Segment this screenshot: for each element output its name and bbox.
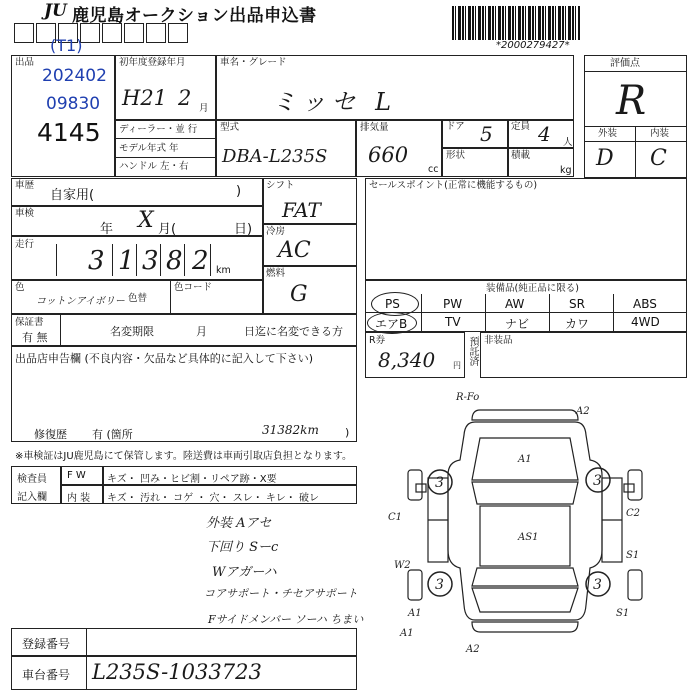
inspector-row2-head: 内 装	[67, 493, 91, 504]
inspection-box	[11, 206, 263, 236]
history-close: )	[236, 184, 242, 199]
note-1: 外装 Aアセ	[206, 516, 272, 531]
warranty-options: 有 無	[22, 331, 48, 344]
doors-label: ドア	[446, 121, 465, 132]
equip-airbag-circle	[367, 312, 417, 334]
mark-bottom-left: A1	[408, 608, 422, 619]
car-name-value: ミッセ L	[272, 88, 398, 116]
inspector-row1-body: キズ・ 凹み・ヒビ割・リペア跡・X要	[107, 474, 277, 485]
displacement-label: 排気量	[360, 122, 389, 133]
lot-label: 出品	[15, 57, 35, 68]
lot-code-1: (T1)	[50, 36, 83, 55]
mileage-unit: km	[216, 265, 231, 276]
first-reg-label: 初年度登録年月	[119, 57, 186, 68]
header-logo: JU	[44, 1, 67, 21]
warranty-month: 月	[196, 325, 207, 338]
inspector-label-1: 検査員	[17, 474, 47, 485]
lot-code-2: 202402	[42, 66, 107, 86]
mark-inner-front: A1	[518, 454, 532, 465]
interior-grade: C	[650, 146, 667, 171]
lot-number: 4145	[37, 118, 101, 147]
note-2: 下回り Sーc	[206, 540, 279, 555]
inspector-row1-head: F W	[67, 470, 86, 481]
exterior-grade: D	[596, 146, 614, 171]
car-diagram	[380, 380, 680, 660]
equip-sr: SR	[569, 297, 585, 311]
history-box	[11, 178, 263, 206]
warranty-label: 保証書	[15, 317, 44, 328]
mileage-label: 走行	[15, 239, 35, 250]
tube-label: 非装品	[484, 335, 513, 346]
wheel-mark-rr: 3	[593, 577, 602, 593]
history-label: 車歴	[15, 180, 35, 191]
mileage-digit-5: 2	[192, 246, 209, 276]
shift-value: FAT	[282, 198, 321, 222]
r-ken-value: 8,340	[378, 348, 436, 372]
equip-navi: ナビ	[505, 317, 530, 331]
report-label: 出品店申告欄 (不良内容・欠品など具体的に記入して下さい)	[15, 352, 314, 365]
mileage-digit-3: 3	[142, 246, 159, 276]
color-code-label: 色コード	[174, 282, 213, 293]
equip-leather: カワ	[565, 317, 590, 331]
mark-mid-right: S1	[626, 550, 640, 561]
warranty-renewal-label: 名変期限	[110, 325, 154, 338]
barcode	[452, 6, 580, 40]
history-value: 自家用(	[50, 188, 95, 203]
wheel-mark-fl: 3	[435, 475, 444, 491]
first-reg-year: H21	[122, 86, 168, 110]
interior-label: 内装	[650, 128, 670, 139]
shift-label: シフト	[266, 180, 295, 191]
equip-tv: TV	[445, 315, 461, 329]
repair-options: 有 (箇所	[92, 428, 133, 441]
equipment-label: 装備品(純正品に限る)	[486, 283, 579, 294]
color-suffix: 色替	[128, 293, 148, 304]
inspection-month-mark: X	[138, 208, 154, 233]
first-reg-month: 2	[178, 86, 192, 110]
evaluation-score: R	[616, 78, 647, 124]
registration-label: 登録番号	[22, 637, 71, 651]
disclaimer: ※車検証はJU鹿児島にて保管します。陸送費は車両引取店負担となります。	[15, 451, 353, 462]
equip-aw: AW	[505, 297, 525, 311]
capacity-unit: 人	[563, 137, 573, 148]
repair-label: 修復歴	[34, 428, 67, 441]
mark-top-left: R-Fo	[456, 392, 480, 403]
warranty-renewal-note: 日迄に名変できる方	[244, 325, 343, 338]
barcode-number: *2000279427*	[496, 40, 570, 51]
color-label: 色	[15, 282, 25, 293]
evaluation-label: 評価点	[610, 58, 640, 69]
mark-center: AS1	[518, 532, 539, 543]
top-box-row	[14, 23, 184, 43]
aircon-value: AC	[278, 238, 311, 263]
lot-code-3: 09830	[46, 94, 101, 114]
equip-airbag: エアB	[375, 317, 408, 331]
form-title: 鹿児島オークション出品申込書	[72, 6, 317, 26]
inspection-label: 車検	[15, 208, 35, 219]
mark-side-right: C2	[626, 508, 641, 519]
load-label: 積載	[511, 150, 531, 161]
model-type-value: DBA-L235S	[222, 146, 328, 167]
capacity-value: 4	[538, 122, 551, 146]
mark-top-right: A2	[576, 406, 590, 417]
model-type-label: 型式	[220, 122, 240, 133]
note-5: Fサイドメンバー ソーハ ちまい	[208, 613, 364, 626]
r-ken-deposit: 預託済	[467, 336, 478, 366]
equip-4wd: 4WD	[631, 315, 660, 329]
repair-note: 31382km	[262, 423, 319, 437]
inspector-label-2: 記入欄	[17, 492, 47, 503]
repair-close: )	[345, 426, 350, 439]
chassis-label: 車台番号	[22, 668, 71, 682]
mark-bottom-center: A2	[466, 644, 480, 655]
mileage-digit-4: 8	[166, 246, 183, 276]
capacity-label: 定員	[511, 121, 531, 132]
equip-abs: ABS	[633, 297, 657, 311]
fuel-value: G	[290, 282, 308, 307]
r-ken-label: R券	[369, 335, 386, 346]
sales-point-label: セールスポイント(正常に機能するもの)	[369, 180, 538, 191]
note-3: Wアガーハ	[212, 565, 277, 580]
fuel-label: 燃料	[266, 268, 286, 279]
equip-pw: PW	[443, 297, 463, 311]
load-unit: kg	[560, 165, 572, 176]
wheel-mark-rl: 3	[435, 577, 444, 593]
aircon-label: 冷房	[266, 226, 286, 237]
r-ken-unit: 円	[453, 361, 461, 370]
exterior-label: 外装	[598, 128, 618, 139]
mileage-digit-2: 1	[118, 246, 135, 276]
mark-side-left: C1	[388, 512, 403, 523]
displacement-unit: cc	[428, 164, 439, 175]
inspector-table	[11, 466, 357, 504]
first-reg-month-unit: 月	[199, 103, 209, 114]
equipment-grid	[365, 294, 687, 332]
chassis-value: L235S-1033723	[92, 660, 262, 684]
note-4: コアサポート・チセアサポート	[204, 587, 358, 600]
dealer-row-2: モデル年式 年	[119, 143, 179, 154]
sales-point-box	[365, 178, 687, 280]
mileage-digit-1: 3	[88, 246, 105, 276]
mark-mid-left: W2	[394, 560, 411, 571]
shape-label: 形状	[446, 150, 466, 161]
color-value: コットンアイボリー	[36, 296, 125, 307]
dealer-row-3: ハンドル 左・右	[119, 161, 189, 172]
displacement-value: 660	[368, 143, 409, 167]
inspection-month: 月(	[158, 222, 177, 237]
equip-ps: PS	[385, 297, 400, 311]
inspection-year: 年	[100, 222, 114, 237]
wheel-mark-fr: 3	[593, 473, 602, 489]
car-name-label: 車名・グレード	[220, 57, 287, 68]
inspector-row2-body: キズ・ 汚れ・ コゲ ・ 穴・ スレ・ キレ・ 破レ	[107, 493, 319, 504]
dealer-row-1: ディーラー・並 行	[119, 124, 198, 135]
doors-value: 5	[480, 122, 493, 146]
mark-bottom-right: S1	[616, 608, 630, 619]
inspection-day: 日)	[234, 222, 253, 237]
mark-bottom-left-2: A1	[400, 628, 414, 639]
